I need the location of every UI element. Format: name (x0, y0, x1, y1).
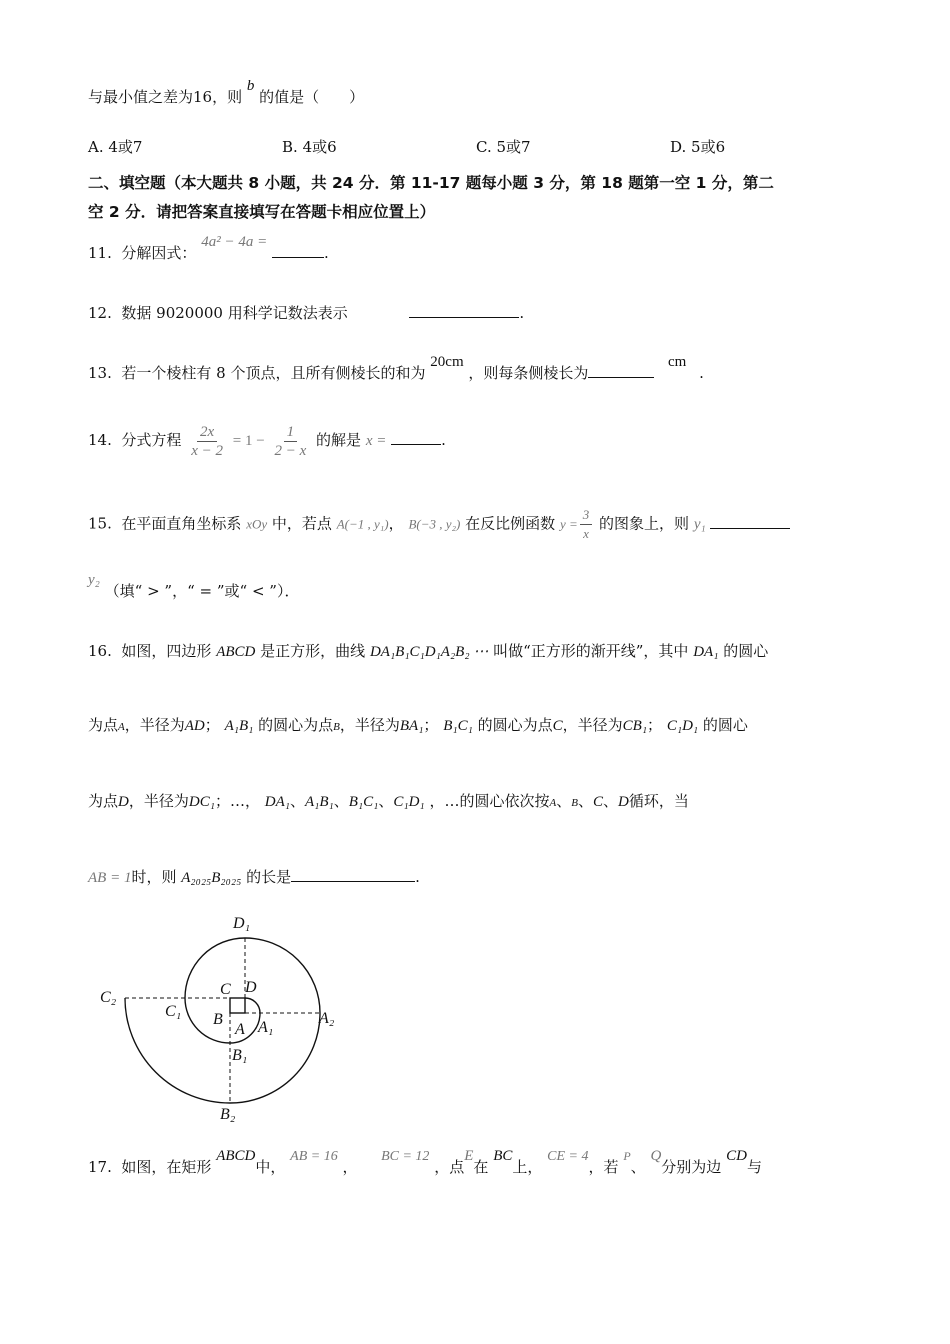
section-heading-line1: 二、填空题（本大题共 8 小题，共 24 分．第 11-17 题每小题 3 分，第 18 题第一空 1 分，第二 (88, 174, 774, 192)
q10-tail-line: 与最小值之差为16，则 b 的值是（ ） (88, 78, 365, 106)
question-16-line4: AB = 1时，则 A₂₀₂₅B₂₀₂₅ 的长是 . (88, 868, 420, 886)
arc-d1-a2 (245, 938, 320, 1013)
arc-a1b1: A₁B₁ (224, 718, 254, 734)
arc-c1d1: C₁D₁ (666, 718, 699, 734)
label-b1: B₁ (232, 1047, 248, 1064)
question-11: 11. 分解因式： 4a² − 4a = . (88, 234, 329, 262)
arc-c1-d1 (185, 938, 245, 998)
curve-expr: DA₁B₁C₁D₁A₂B₂ ⋯ (369, 644, 489, 660)
question-16-line2: 为点A，半径为AD； A₁B₁ 的圆心为点B，半径为BA₁； B₁C₁ 的圆心为点C，半径为CB₁； C₁D₁ 的圆心 (88, 716, 748, 734)
arc-d-a1 (245, 998, 260, 1013)
question-15-cont: y₂ （填“ > ”，“ = ”或“ < ”）． (88, 572, 300, 600)
var-b: b (246, 78, 255, 94)
q10-option-b[interactable]: B. 4或6 (282, 138, 337, 156)
label-d1: D₁ (233, 915, 251, 932)
expr-4a2-4a: 4a² − 4a = (201, 234, 268, 250)
answer-blank-13[interactable] (588, 363, 654, 378)
label-a1: A₁ (258, 1019, 274, 1036)
answer-blank-15[interactable] (710, 514, 790, 529)
question-14: 14. 分式方程 $\frac{2x}{x - 2}$ = 1 − $\frac{1}{2 - x}$ 的解是 x = . (88, 423, 446, 459)
question-12: 12. 数据 9020000 用科学记数法表示 . (88, 304, 525, 322)
answer-blank-16[interactable] (291, 867, 415, 882)
answer-blank-14[interactable] (391, 430, 441, 445)
question-13: 13. 若一个棱柱有 8 个顶点，且所有侧棱长的和为 20cm ，则每条侧棱长为 cm . (88, 354, 704, 382)
q10-option-a[interactable]: A. 4或7 (88, 138, 143, 156)
unit-cm: cm (667, 354, 687, 370)
label-b2: B₂ (220, 1106, 236, 1123)
point-b: B(−3 , y₂) (408, 516, 461, 532)
label-c2: C₂ (100, 989, 117, 1006)
fraction-1-over-2-x: $\frac{1}{2 - x}$ (274, 423, 307, 459)
question-15: 15. 在平面直角坐标系 xOy 中，若点 A(−1 , y₁)， B(−3 , y₂) 在反比例函数 y = $\frac{3}{x}$ 的图象上，则 y₁ (88, 506, 790, 543)
section-heading-line2: 空 2 分．请把答案直接填写在答题卡相应位置上） (88, 203, 436, 221)
value-20cm: 20cm (430, 354, 464, 370)
q10-option-d[interactable]: D. 5或6 (670, 138, 726, 156)
label-c1: C₁ (165, 1003, 182, 1020)
question-16-line3: 为点D，半径为DC₁；…， DA₁、A₁B₁、B₁C₁、C₁D₁ ，…的圆心依次按A、B、C、D循环，当 (88, 792, 689, 810)
question-17: 17. 如图，在矩形 ABCD中， AB = 16 ， BC = 12 ，点E在 BC上， CE = 4，若 $^P$、 Q分别为边 CD与 (88, 1148, 762, 1176)
fraction-2x-over-x-2: $\frac{2x}{x - 2}$ (191, 423, 223, 459)
answer-blank-11[interactable] (272, 243, 324, 258)
label-a2: A₂ (319, 1010, 335, 1027)
involute-figure (90, 910, 360, 1135)
square-abcd (230, 998, 245, 1013)
arc-b1-c1 (185, 998, 230, 1043)
arc-a2025b2025: A₂₀₂₅B₂₀₂₅ (181, 870, 242, 886)
arc-b1c1: B₁C₁ (443, 718, 473, 734)
label-b: B (213, 1011, 223, 1028)
coord-xoy: xOy (246, 516, 268, 532)
q10-option-c[interactable]: C. 5或7 (476, 138, 531, 156)
label-a: A (235, 1021, 245, 1038)
fraction-3-over-x: $\frac{3}{x}$ (580, 506, 593, 543)
answer-blank-12[interactable] (409, 303, 519, 318)
point-a: A(−1 , y₁) (336, 516, 389, 532)
label-c: C (220, 981, 231, 998)
var-y1: y₁ (693, 516, 706, 533)
var-y2: y₂ (88, 572, 100, 588)
arc-da1: DA₁ (693, 644, 719, 660)
question-16-line1: 16. 如图，四边形 ABCD 是正方形，曲线 DA₁B₁C₁D₁A₂B₂ ⋯ 叫做“正方形的渐开线”，其中 DA₁ 的圆心 (88, 642, 769, 660)
label-d: D (245, 979, 257, 996)
